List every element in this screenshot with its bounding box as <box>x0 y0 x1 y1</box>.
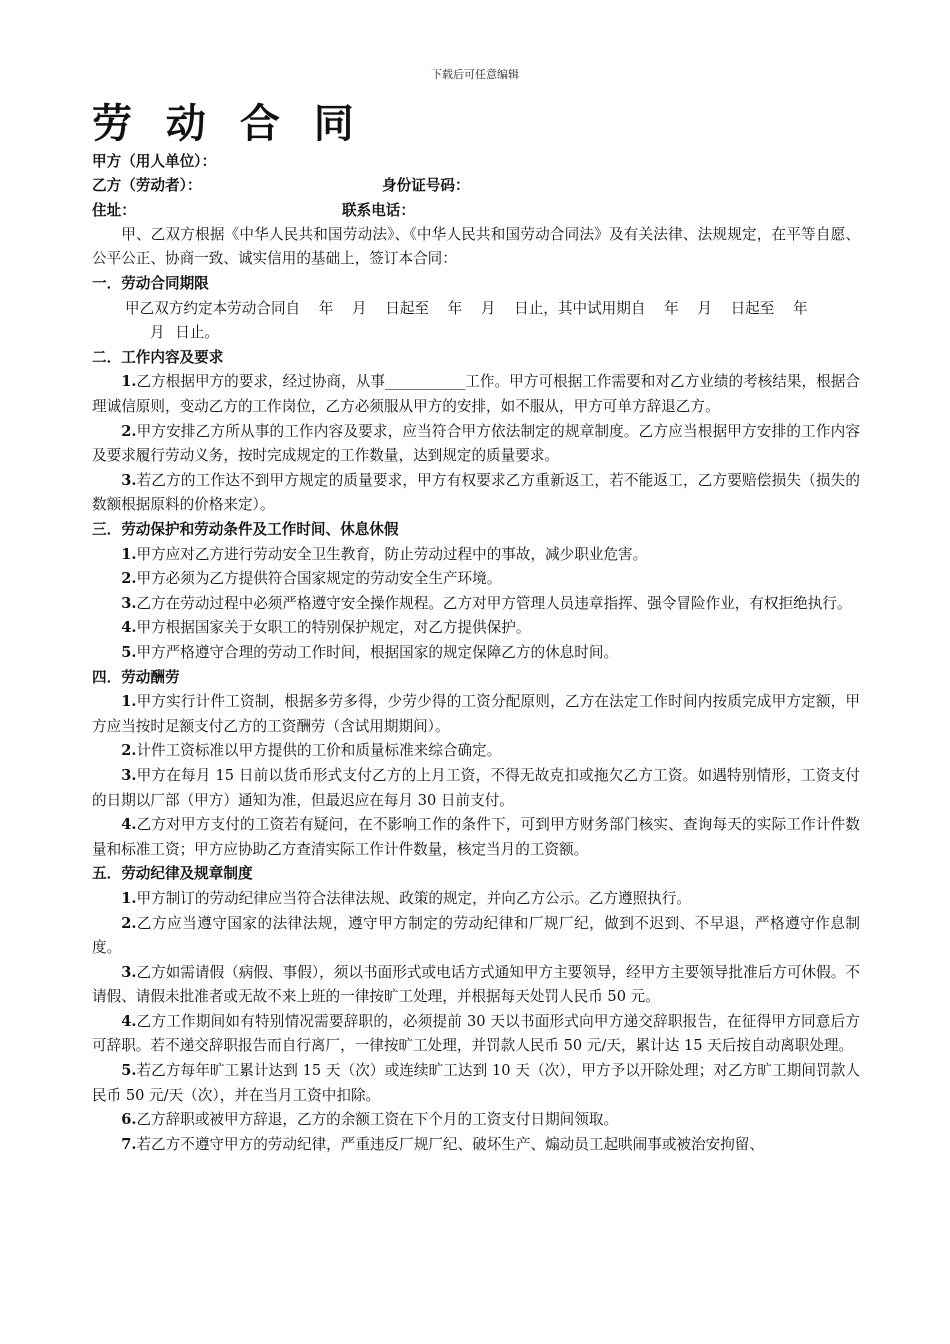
clause-number: 2. <box>121 422 137 440</box>
clause-item <box>92 813 860 862</box>
clause-text: 甲方根据国家关于女职工的特别保护规定，对乙方提供保护。 <box>136 619 531 637</box>
clause-item <box>92 961 860 1010</box>
clause-item <box>92 1133 860 1158</box>
section-heading-3: 三．劳动保护和劳动条件及工作时间、休息休假 <box>92 521 399 539</box>
section-4-items <box>92 690 860 862</box>
clause-item <box>92 370 860 419</box>
clause-item <box>92 1010 860 1059</box>
clause-text: 甲方实行计件工资制，根据多劳多得，少劳少得的工资分配原则，乙方在法定工作时间内按质完成甲方定额，甲方应当按时足额支付乙方的工资酬劳（含试用期期间）。 <box>92 693 860 735</box>
section-heading-5: 五．劳动纪律及规章制度 <box>92 865 253 883</box>
clause-number: 5. <box>121 1062 137 1080</box>
clause-text: 乙方根据甲方的要求，经过协商，从事___________工作。甲方可根据工作需要和对乙方业绩的考核结果，根据合理诚信原则，变动乙方的工作岗位，乙方必须服从甲方的安排，如不服从，甲方可单方辞退乙方。 <box>92 373 860 416</box>
clause-item <box>92 543 860 568</box>
clause-number: 3. <box>121 766 137 784</box>
clause-number: 2. <box>121 570 137 588</box>
contract-term <box>92 297 860 346</box>
document-title: 劳 动 合 同 <box>92 100 364 147</box>
clause-text: 乙方如需请假（病假、事假），须以书面形式或电话方式通知甲方主要领导，经甲方主要领导批准后方可休假。不请假、请假未批准者或无故不来上班的一律按旷工处理，并根据每天处罚人民币 50 元。 <box>92 963 860 1006</box>
clause-text: 计件工资标准以甲方提供的工价和质量标准来综合确定。 <box>136 742 502 760</box>
clause-item <box>92 912 860 961</box>
clause-item <box>92 641 860 666</box>
clause-number: 1. <box>121 889 137 907</box>
phone-label: 联系电话： <box>342 201 415 219</box>
clause-number: 1. <box>121 373 137 391</box>
section-heading-1: 一．劳动合同期限 <box>92 275 209 293</box>
clause-item <box>92 764 860 813</box>
party-b-line <box>92 174 860 198</box>
clause-item <box>92 616 860 641</box>
clause-number: 5. <box>121 643 137 661</box>
clause-item <box>92 739 860 764</box>
clause-item <box>92 420 860 469</box>
clause-item <box>92 469 860 518</box>
section-3-items <box>92 543 860 666</box>
party-a-line: 甲方（用人单位）： <box>92 153 217 170</box>
contract-term-line2: 月 日止。 <box>150 324 220 342</box>
clause-text: 若乙方每年旷工累计达到 15 天（次）或连续旷工达到 10 天（次），甲方予以开除处理；对乙方旷工期间罚款人民币 50 元/天（次），并在当月工资中扣除。 <box>92 1062 860 1104</box>
clause-number: 4. <box>121 619 137 637</box>
section-heading-2: 二．工作内容及要求 <box>92 348 224 366</box>
clause-text: 甲方必须为乙方提供符合国家规定的劳动安全生产环境。 <box>136 570 502 588</box>
clause-item <box>92 1108 860 1133</box>
clause-number: 6. <box>121 1111 137 1129</box>
clause-item <box>92 567 860 592</box>
clause-text: 甲方严格遵守合理的劳动工作时间，根据国家的规定保障乙方的休息时间。 <box>136 643 619 661</box>
section-heading-4: 四．劳动酬劳 <box>92 668 180 686</box>
section-5-items <box>92 887 860 1158</box>
clause-number: 1. <box>121 693 137 711</box>
clause-text: 乙方辞职或被甲方辞退，乙方的余额工资在下个月的工资支付日期间领取。 <box>136 1111 619 1129</box>
clause-text: 乙方在劳动过程中必须严格遵守安全操作规程。乙方对甲方管理人员违章指挥、强令冒险作业，有权拒绝执行。 <box>136 594 852 612</box>
address-label: 住址： <box>92 201 136 219</box>
clause-text: 甲方安排乙方所从事的工作内容及要求，应当符合甲方依法制定的规章制度。乙方应当根据甲方安排的工作内容及要求履行劳动义务，按时完成规定的工作数量，达到规定的质量要求。 <box>92 422 860 465</box>
clause-item <box>92 887 860 912</box>
clause-text: 甲方制订的劳动纪律应当符合法律法规、政策的规定，并向乙方公示。乙方遵照执行。 <box>136 889 692 907</box>
id-number-label: 身份证号码： <box>382 177 470 195</box>
clause-number: 4. <box>121 816 137 834</box>
clause-item <box>92 690 860 739</box>
clause-number: 2. <box>121 742 137 760</box>
clause-item <box>92 592 860 617</box>
clause-number: 7. <box>121 1135 137 1153</box>
clause-number: 3. <box>121 963 137 981</box>
clause-text: 甲方在每月 15 日前以货币形式支付乙方的上月工资，不得无故克扣或拖欠乙方工资。如遇特别情形，工资支付的日期以厂部（甲方）通知为准，但最迟应在每月 30 日前支付。 <box>92 766 860 809</box>
clause-number: 2. <box>121 914 137 932</box>
header-note: 下载后可任意编辑 <box>431 68 519 81</box>
clause-text: 乙方应当遵守国家的法律法规，遵守甲方制定的劳动纪律和厂规厂纪，做到不迟到、不早退，严格遵守作息制度。 <box>92 914 860 957</box>
clause-text: 乙方工作期间如有特别情况需要辞职的，必须提前 30 天以书面形式向甲方递交辞职报告，在征得甲方同意后方可辞职。若不递交辞职报告而自行离厂，一律按旷工处理，并罚款人民币 50 元/天，累计达 15 天后按自动离职处理。 <box>92 1012 860 1055</box>
clause-text: 若乙方不遵守甲方的劳动纪律，严重违反厂规厂纪、破坏生产、煽动员工起哄闹事或被治安拘留、 <box>136 1135 764 1153</box>
party-b-label: 乙方（劳动者）： <box>92 177 202 195</box>
clause-text: 甲方应对乙方进行劳动安全卫生教育，防止劳动过程中的事故，减少职业危害。 <box>136 545 648 563</box>
section-2-items <box>92 370 860 518</box>
preamble: 甲、乙双方根据《中华人民共和国劳动法》、《中华人民共和国劳动合同法》及有关法律、法规规定，在平等自愿、公平公正、协商一致、诚实信用的基础上，签订本合同： <box>92 225 860 268</box>
clause-text: 乙方对甲方支付的工资若有疑问，在不影响工作的条件下，可到甲方财务部门核实、查询每天的实际工作计件数量和标准工资；甲方应协助乙方查清实际工作计件数量，核定当月的工资额。 <box>92 816 860 858</box>
address-line <box>92 199 860 223</box>
clause-number: 1. <box>121 545 137 563</box>
clause-number: 3. <box>121 471 137 489</box>
clause-item <box>92 1059 860 1108</box>
document-body <box>92 150 860 1157</box>
clause-number: 3. <box>121 594 137 612</box>
clause-text: 若乙方的工作达不到甲方规定的质量要求，甲方有权要求乙方重新返工，若不能返工，乙方要赔偿损失（损失的数额根据原料的价格来定）。 <box>92 471 860 514</box>
contract-term-line1: 甲乙双方约定本劳动合同自 年 月 日起至 年 月 日止，其中试用期自 年 月 日起至 年 <box>125 299 808 317</box>
clause-number: 4. <box>121 1012 137 1030</box>
